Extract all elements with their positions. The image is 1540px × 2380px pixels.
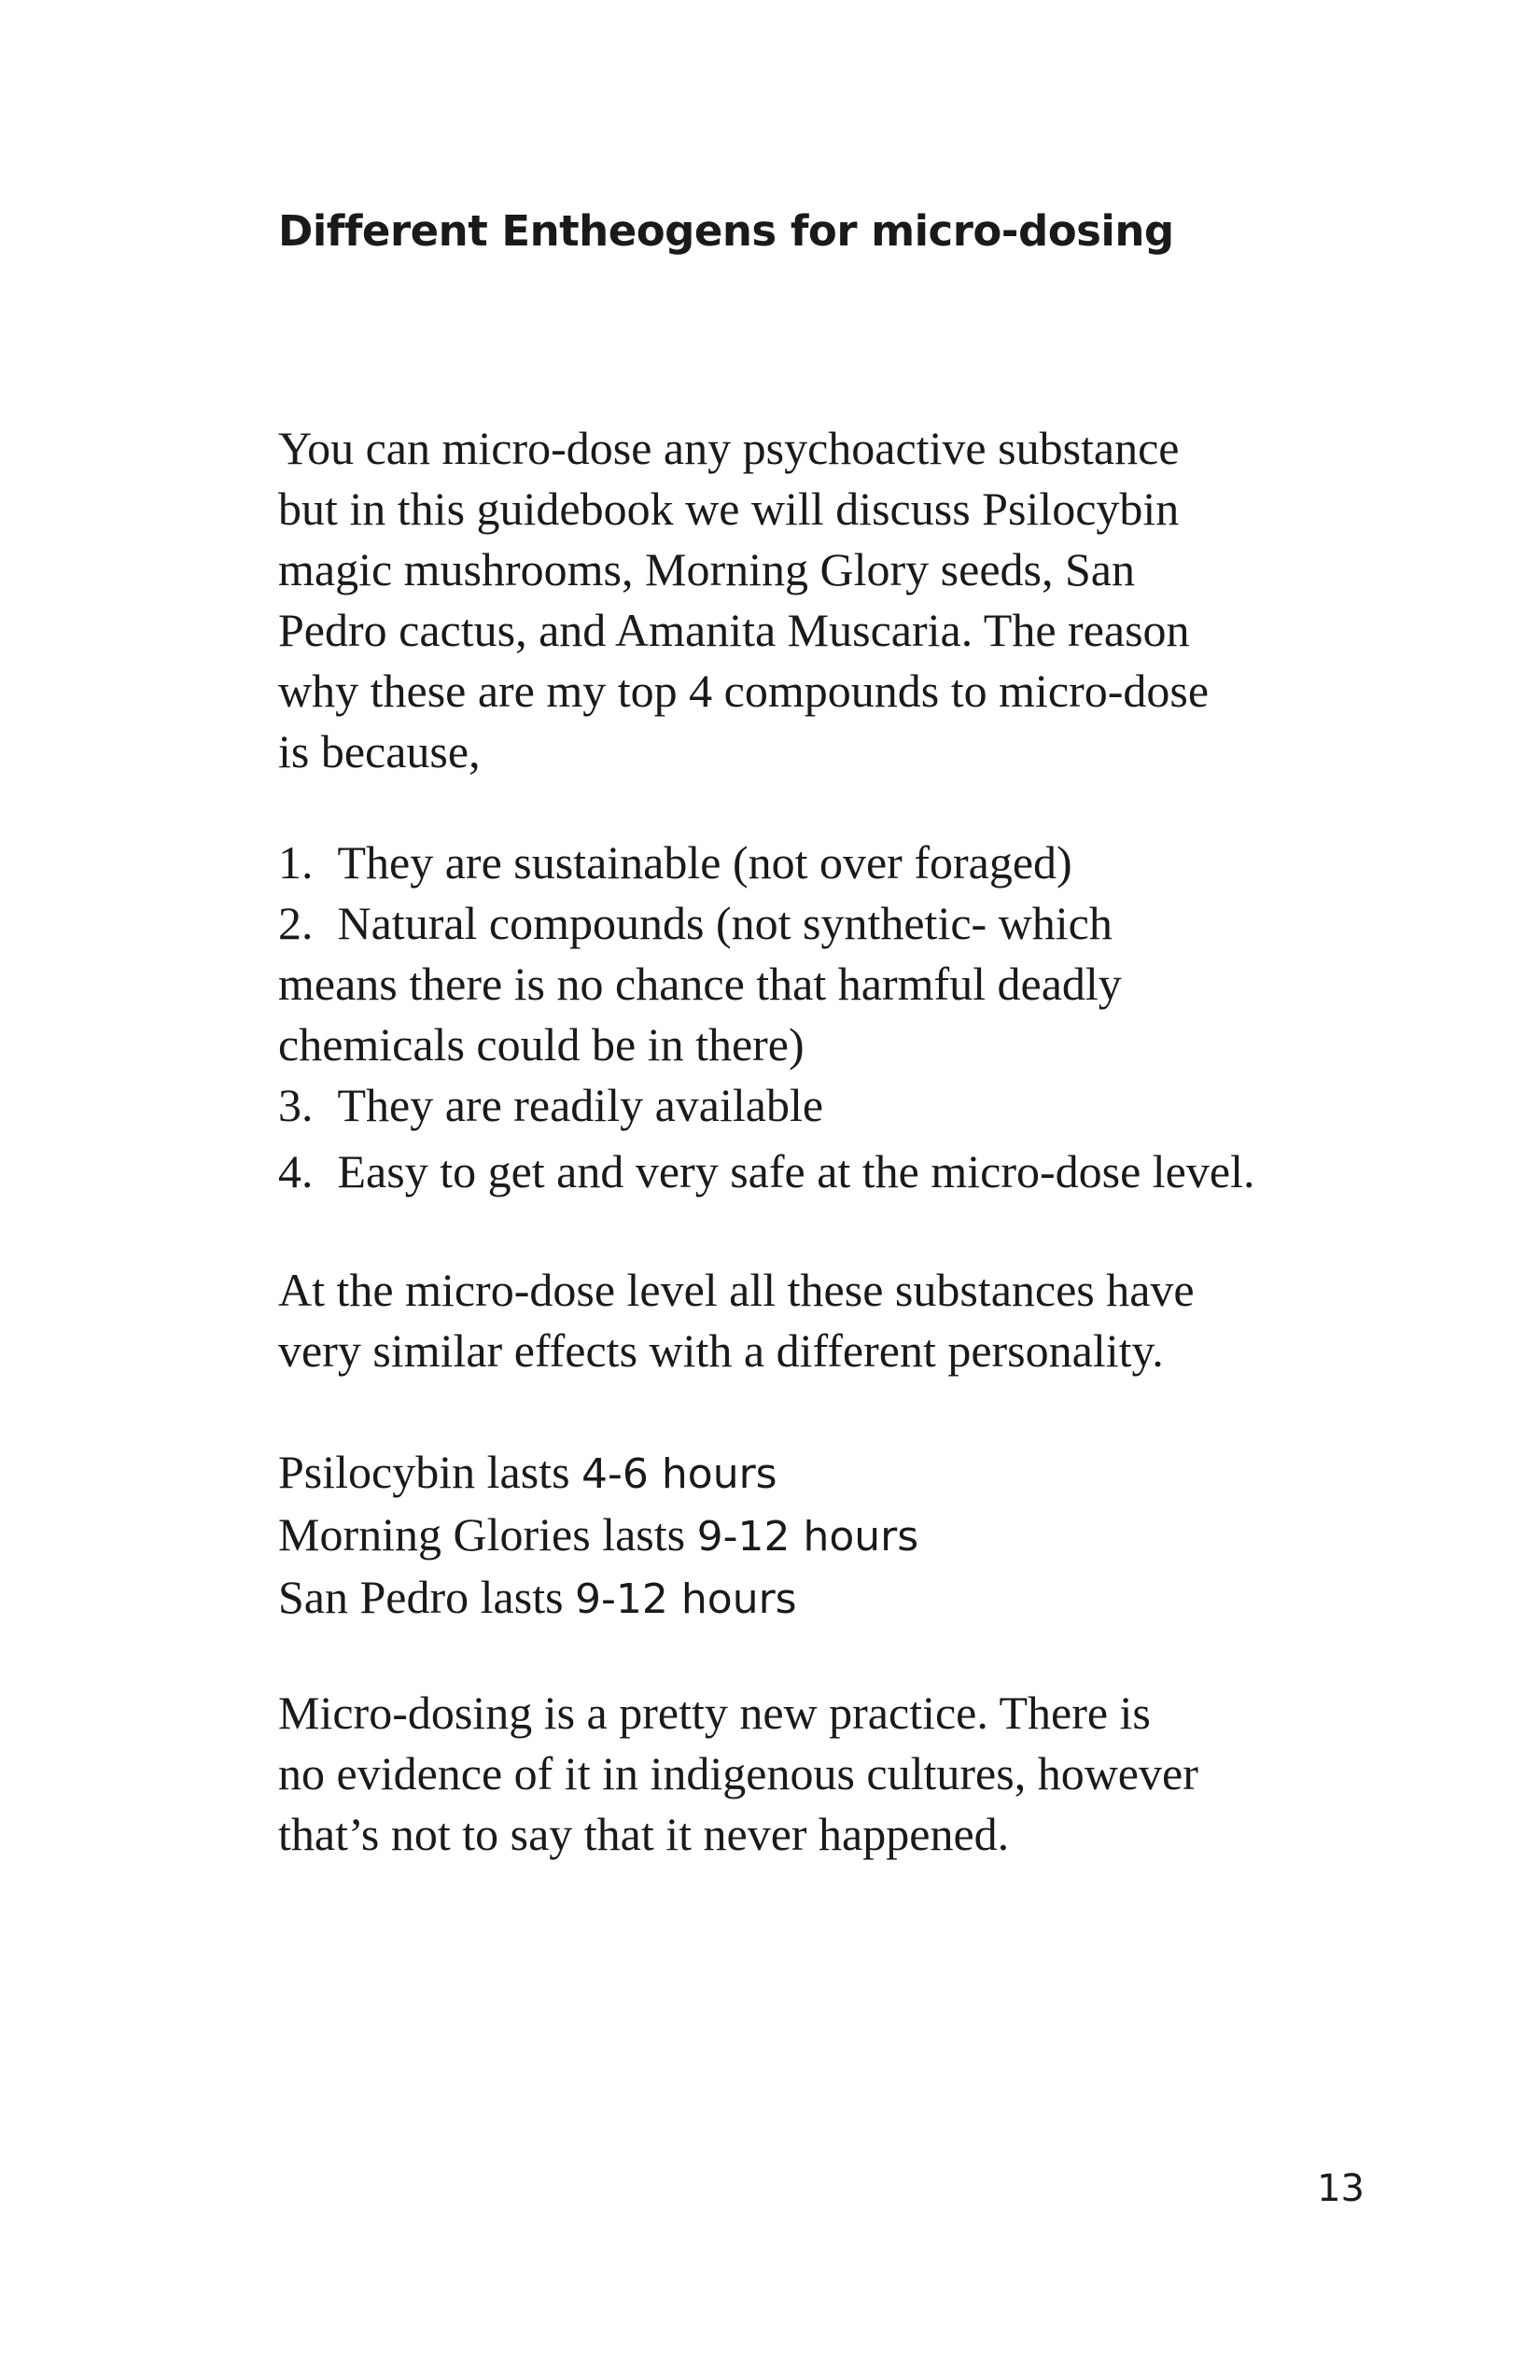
list-item-number: 2.	[278, 897, 314, 949]
list-item-continuation: means there is no chance that harmful deadly	[278, 958, 1122, 1010]
list-item-text: Natural compounds (not synthetic- which	[337, 897, 1113, 949]
list-item	[278, 833, 1398, 893]
intro-line: but in this guidebook we will discuss Psilocybin	[278, 483, 1180, 535]
page-number: 13	[1317, 2167, 1365, 2210]
list-item	[278, 1075, 1398, 1136]
list-item-text: They are sustainable (not over foraged)	[337, 836, 1072, 889]
duration-value: 9-12 hours	[696, 1513, 919, 1561]
closing-line: no evidence of it in indigenous cultures, however	[278, 1747, 1198, 1799]
intro-line: why these are my top 4 compounds to micro-dose	[278, 665, 1210, 717]
duration-label: San Pedro lasts	[278, 1571, 576, 1623]
list-item-number: 1.	[278, 836, 314, 889]
effects-paragraph	[278, 1260, 1398, 1381]
list-item	[278, 1141, 1398, 1202]
durations-block	[278, 1442, 1398, 1630]
list-item-text: Easy to get and very safe at the micro-dose level.	[337, 1145, 1255, 1197]
list-item-continuation: chemicals could be in there)	[278, 1018, 805, 1071]
duration-line	[278, 1567, 1398, 1630]
closing-line: Micro-dosing is a pretty new practice. There is	[278, 1687, 1151, 1739]
effects-line: At the micro-dose level all these substances have	[278, 1264, 1195, 1316]
duration-value: 9-12 hours	[575, 1575, 797, 1623]
list-item-number: 4.	[278, 1145, 314, 1197]
section-heading: Different Entheogens for micro-dosing	[278, 206, 1174, 256]
duration-line	[278, 1505, 1398, 1567]
intro-line: You can micro-dose any psychoactive substance	[278, 422, 1180, 474]
closing-line: that’s not to say that it never happened.	[278, 1808, 1010, 1860]
duration-line	[278, 1442, 1398, 1505]
list-item	[278, 893, 1398, 1075]
list-item-text: They are readily available	[337, 1079, 824, 1131]
duration-label: Psilocybin lasts	[278, 1446, 582, 1498]
intro-line: Pedro cactus, and Amanita Muscaria. The reason	[278, 604, 1190, 656]
closing-paragraph	[278, 1683, 1398, 1865]
intro-line: is because,	[278, 725, 481, 777]
effects-line: very similar effects with a different personality.	[278, 1324, 1164, 1377]
reasons-list	[278, 833, 1398, 1202]
duration-label: Morning Glories lasts	[278, 1508, 697, 1561]
duration-value: 4-6 hours	[581, 1450, 777, 1498]
intro-line: magic mushrooms, Morning Glory seeds, San	[278, 543, 1135, 595]
list-item-number: 3.	[278, 1079, 314, 1131]
intro-paragraph	[278, 418, 1398, 782]
